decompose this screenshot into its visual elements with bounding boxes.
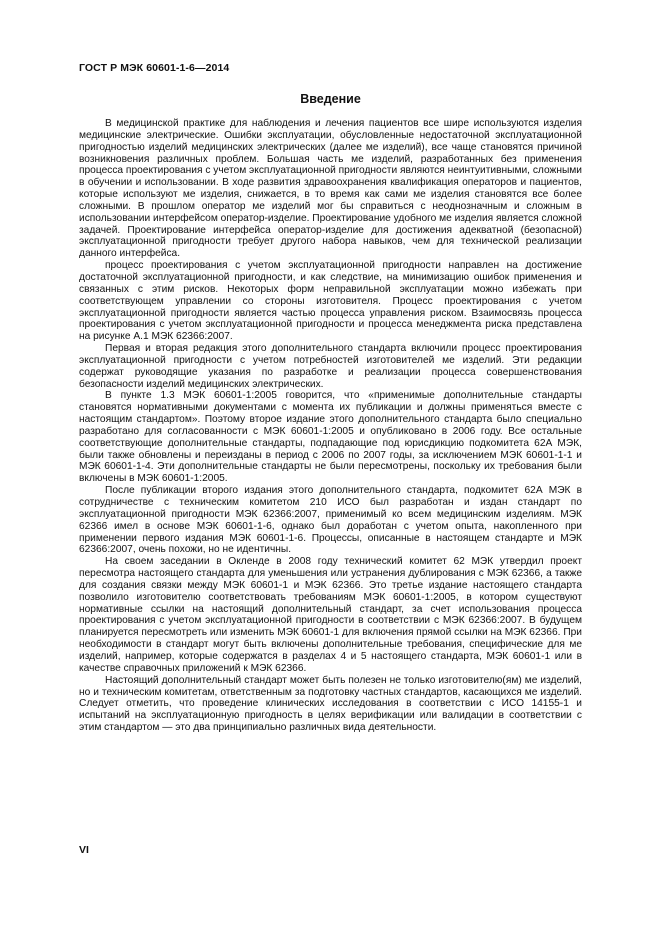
paragraph: В медицинской практике для наблюдения и лечения пациентов все шире используются изделия медицинские электрические. Ошибки эксплуатации, обусловленные недостаточной эксплуатационной пригодностью изделий медицинских электрических (далее ме изделий), все чаще становятся причиной возникновения различных проблем. Большая часть ме изделий, разработанных без применения процесса проектирования с учетом эксплуатационной пригодности являются неинтуитивными, сложными в обучении и использовании. В ходе развития здравоохранения квалификация операторов и пациентов, которые используют ме изделия, снижается, в то время как сами ме изделия становятся все более сложными. В прошлом оператор ме изделий мог бы справиться с неоднозначным и сложным в использовании интерфейсом оператор-изделие. Проектирование удобного ме изделия является сложной задачей. Проектирование интерфейса оператор-изделие для достижения адекватной (безопасной) эксплуатационной пригодности требует другого набора навыков, чем для технической реализации данного интерфейса.	[79, 118, 582, 260]
paragraph: Настоящий дополнительный стандарт может быть полезен не только изготовителю(ям) ме изделий, но и техническим комитетам, ответственным за подготовку частных стандартов, касающихся ме изделий. Следует отметить, что проведение клинических исследования в соответствии с ИСО 14155-1 и испытаний на эксплуатационную пригодность в целях верификации или валидации в соответствии с этим стандартом — это два принципиально различных вида деятельности.	[79, 674, 582, 734]
paragraph: После публикации второго издания этого дополнительного стандарта, подкомитет 62А МЭК в сотрудничестве с техническим комитетом 210 ИСО был разработан и издан стандарт по эксплуатационной пригодности МЭК 62366:2007, применимый ко всем медицинским изделиям. МЭК 62366 имел в основе МЭК 60601-1-6, однако был доработан с учетом опыта, накопленного при применении первого издания МЭК 60601-1-6. Процессы, описанные в настоящем стандарте и МЭК 62366:2007, очень похожи, но не идентичны.	[79, 485, 582, 556]
standard-header: ГОСТ Р МЭК 60601-1-6—2014	[79, 62, 230, 74]
paragraph: В пункте 1.3 МЭК 60601-1:2005 говорится, что «применимые дополнительные стандарты становятся нормативными документами с момента их публикации и должны применяться вместе с настоящим стандартом». Поэтому второе издание этого дополнительного стандарта было специально разработано для согласованности с МЭК 60601-1:2005 и опубликовано в 2006 году. Все остальные соответствующие дополнительные стандарты, подпадающие под юрисдикцию подкомитета 62А МЭК, были также обновлены и переизданы в период с 2006 по 2007 годы, за исключением МЭК 60601-1-1 и МЭК 60601-1-4. Эти дополнительные стандарты не были пересмотрены, поскольку их требования были включены в МЭК 60601-1:2005.	[79, 390, 582, 485]
paragraph: На своем заседании в Окленде в 2008 году технический комитет 62 МЭК утвердил проект пересмотра настоящего стандарта для уменьшения или устранения дублирования с МЭК 62366, а также для создания связки между МЭК 60601-1 и МЭК 62366. Это третье издание настоящего стандарта позволило изготовителю соответствовать требованиям МЭК 60601-1:2005, в котором существуют нормативные ссылки на настоящий дополнительный стандарт, за счет использования процесса проектирования с учетом эксплуатационной пригодности в соответствии с МЭК 62366:2007. В будущем планируется пересмотреть или изменить МЭК 60601-1 для включения прямой ссылки на МЭК 62366. При необходимости в стандарт могут быть включены дополнительные требования, специфические для ме изделий, например, которые содержатся в разделах 4 и 5 настоящего стандарта, МЭК 60601-1 или в качестве справочных приложений к МЭК 62366.	[79, 556, 582, 674]
introduction-body	[79, 118, 582, 734]
paragraph: процесс проектирования с учетом эксплуатационной пригодности направлен на достижение достаточной эксплуатационной пригодности, и как следствие, на минимизацию ошибок применения и связанных с этим рисков. Некоторых форм неправильной эксплуатации можно избежать при соответствующем управлении со стороны изготовителя. Процесс проектирования с учетом эксплуатационной пригодности является частью процесса управления риском. Взаимосвязь процесса проектирования с учетом эксплуатационной пригодности и процесса менеджмента риска представлена на рисунке А.1 МЭК 62366:2007.	[79, 260, 582, 343]
paragraph: Первая и вторая редакция этого дополнительного стандарта включили процесс проектирования эксплуатационной пригодности с учетом потребностей изготовителей ме изделий. Эти редакции содержат руководящие указания по разработке и реализации процесса совершенствования безопасности изделий медицинских электрических.	[79, 343, 582, 390]
page-number: VI	[79, 844, 89, 856]
section-title: Введение	[300, 92, 361, 106]
